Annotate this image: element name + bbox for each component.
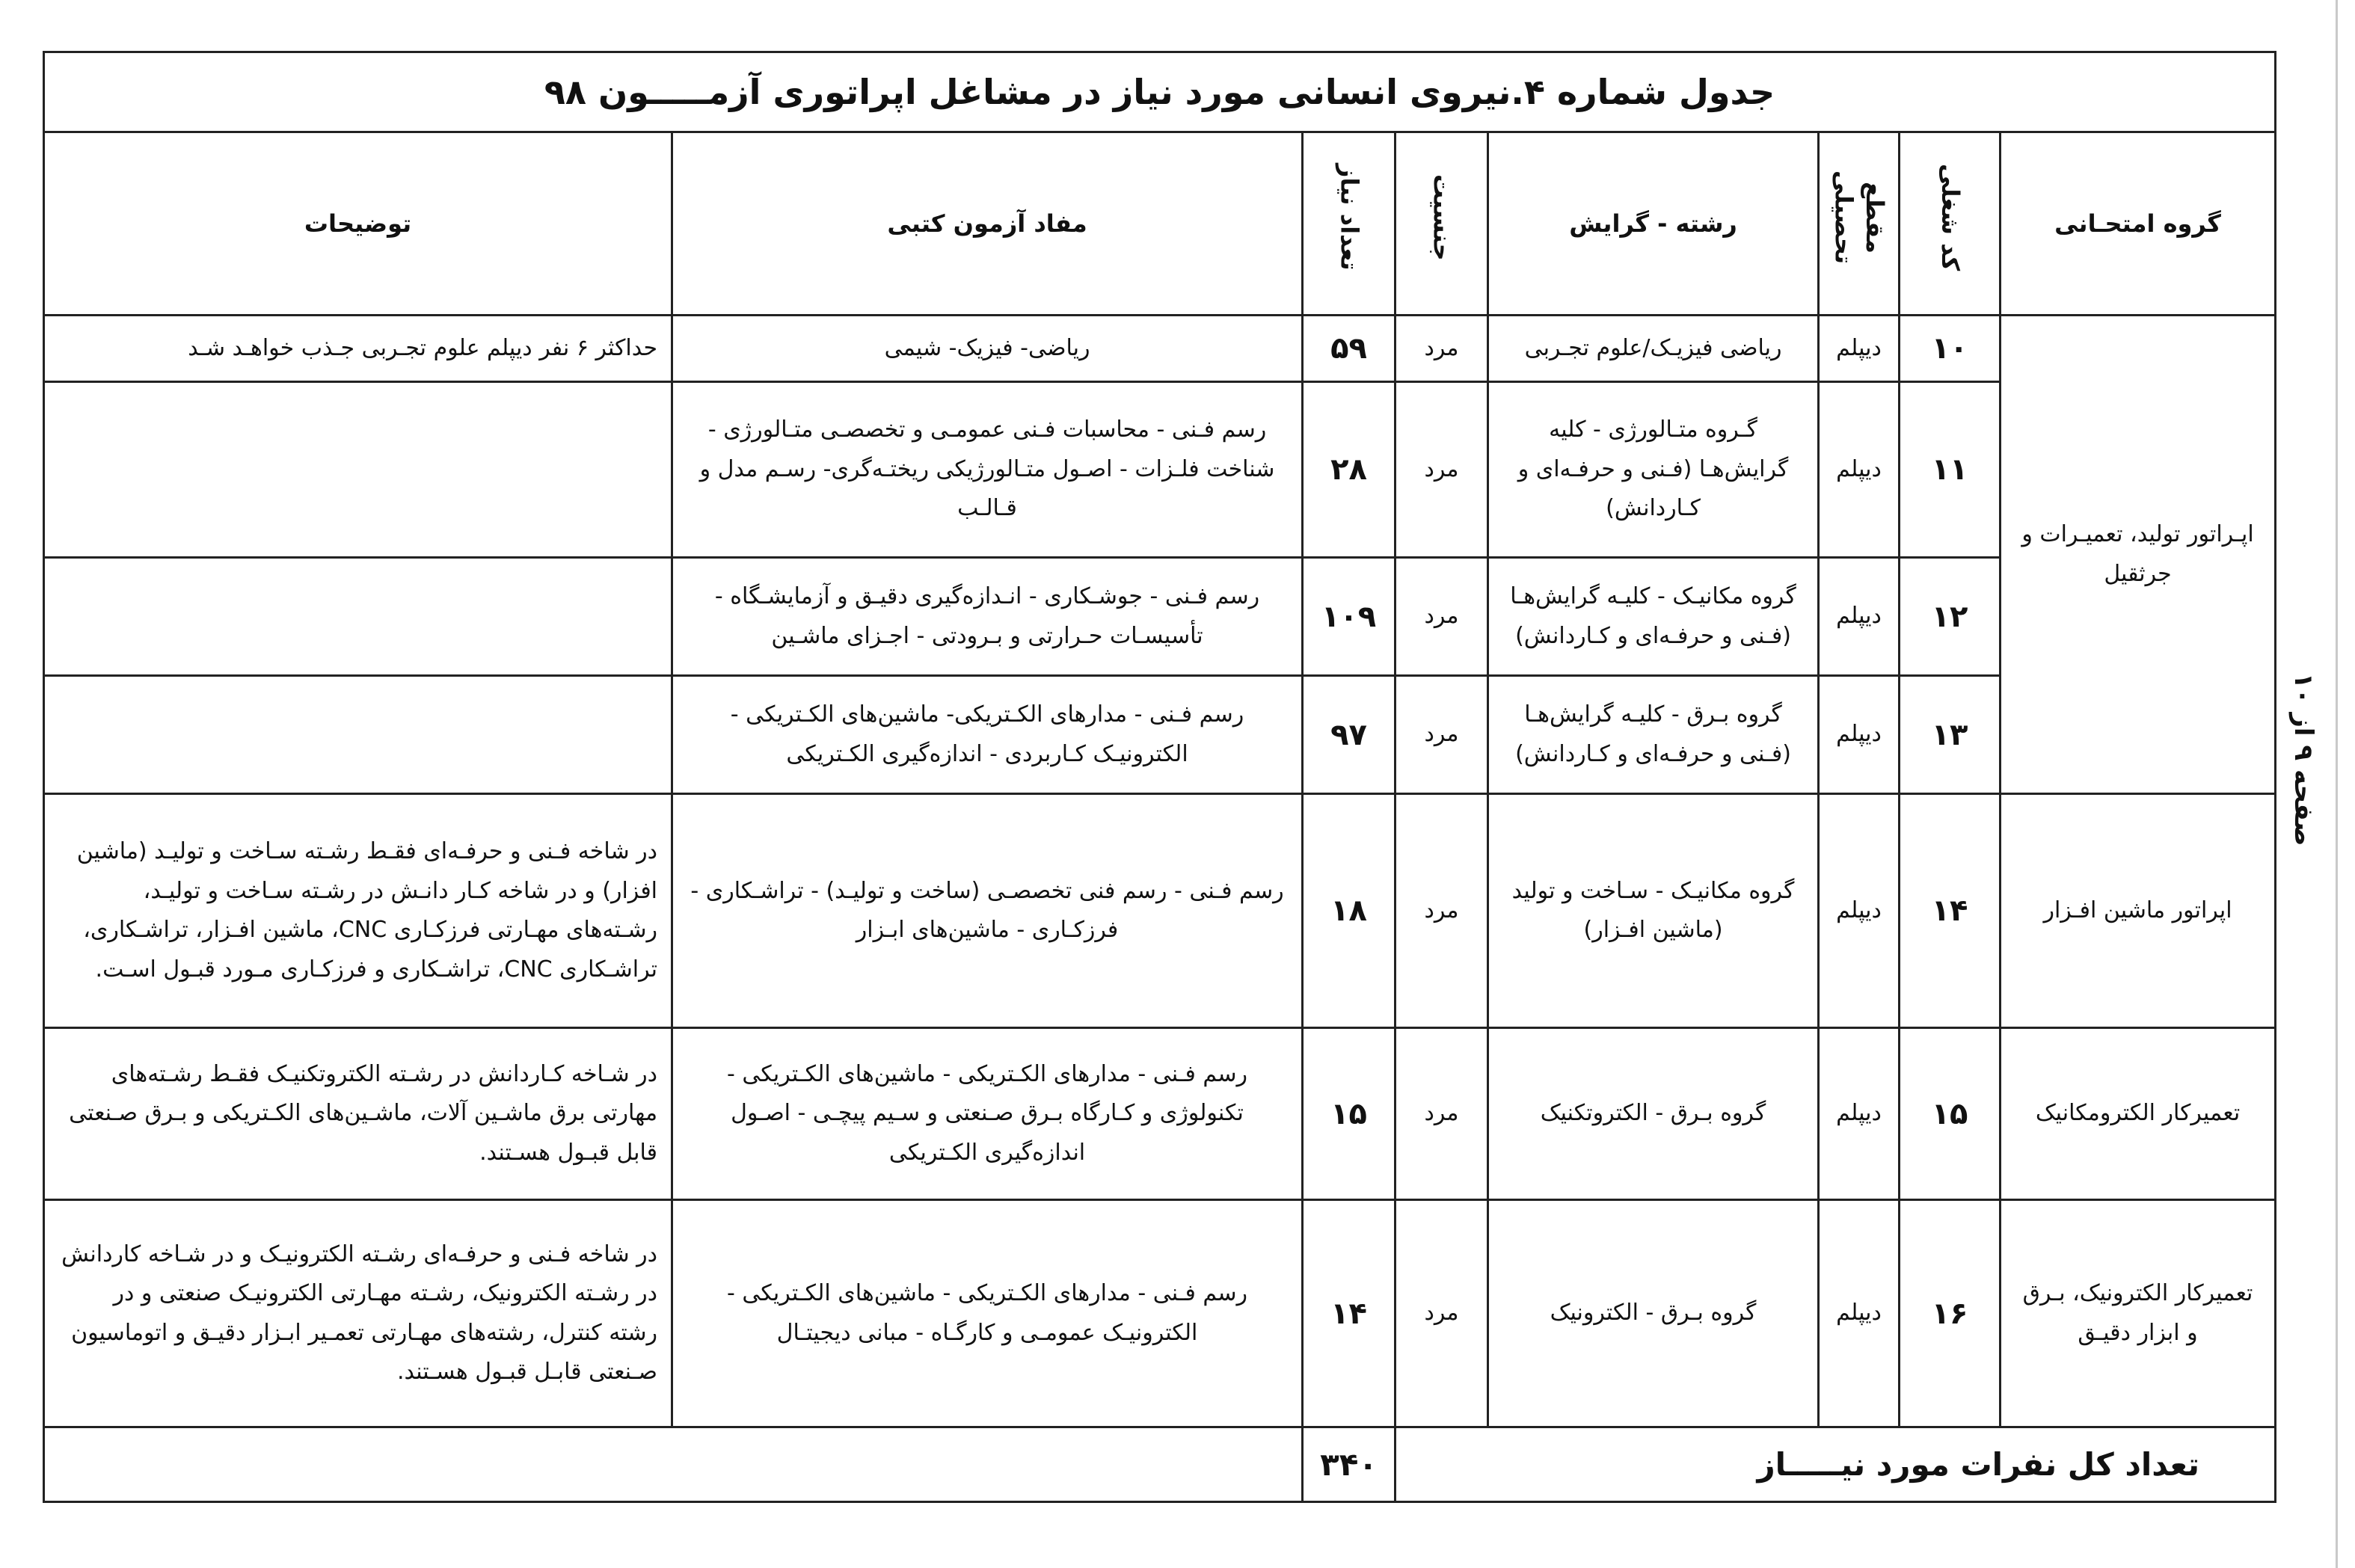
count-cell: ۱۵ xyxy=(1303,1028,1396,1200)
header-notes: توضیحات xyxy=(44,132,672,316)
code-cell: ۱۱ xyxy=(1900,382,2001,558)
field-cell: گروه بـرق - الکتروتکنیک xyxy=(1488,1028,1819,1200)
code-cell: ۱۰ xyxy=(1900,316,2001,382)
exam-cell: رسم فـنی - رسم فنی تخصصـی (ساخت و تولیـد) - تراشـکاری - فرزکـاری - ماشین‌های ابـزار xyxy=(672,794,1303,1028)
field-cell: ریاضی فیزیـک/علوم تجـربی xyxy=(1488,316,1819,382)
field-cell: گـروه متـالورژی - کلیه گرایش‌هـا (فـنی و حرفـه‌ای و کـاردانش) xyxy=(1488,382,1819,558)
total-value: ۳۴۰ xyxy=(1303,1427,1396,1502)
field-cell: گروه مکانیـک - سـاخت و تولید (ماشین افـزار) xyxy=(1488,794,1819,1028)
notes-cell xyxy=(44,558,672,676)
notes-cell: در شاخه فـنی و حرفـه‌ای رشـته الکترونیـک و در شـاخه کاردانش در رشـته الکترونیک، رشـته مهـارتی الکترونیـک صنعتی و در رشته کنترل، رشته‌های مهـارتی تعمـیر ابـزار دقیـق و اتوماسیون صـنعتی قابـل قبـول هسـتند. xyxy=(44,1200,672,1427)
table-row xyxy=(44,676,2276,794)
gender-cell: مرد xyxy=(1396,558,1488,676)
notes-cell xyxy=(44,382,672,558)
header-gender: جنسیت xyxy=(1396,132,1488,316)
exam-cell: رسم فـنی - محاسبات فـنی عمومـی و تخصصـی متـالورژی - شناخت فلـزات - اصـول متـالورژیکی ریختـه‌گری- رسـم مدل و قـالـب xyxy=(672,382,1303,558)
field-cell: گروه بـرق - الکترونیک xyxy=(1488,1200,1819,1427)
notes-cell: حداکثر ۶ نفر دیپلم علوم تجـربی جـذب خواهـد شـد xyxy=(44,316,672,382)
gender-cell: مرد xyxy=(1396,382,1488,558)
exam-cell: ریاضی- فیزیک- شیمی xyxy=(672,316,1303,382)
table-row xyxy=(44,794,2276,1028)
notes-cell: در شاخه فـنی و حرفـه‌ای فقـط رشـته سـاخت و تولیـد (ماشین افزار) و در شاخه کـار دانـش در رشـته سـاخت و تولیـد، رشـته‌های مهـارتی فرزکـاری CNC، ماشین افـزار، تراشـکاری، تراشـکاری CNC، تراشـکاری و فرزکـاری مـورد قبـول اسـت. xyxy=(44,794,672,1028)
total-empty-cell xyxy=(44,1427,1303,1502)
count-cell: ۵۹ xyxy=(1303,316,1396,382)
table-row xyxy=(44,1028,2276,1200)
header-field: رشته - گرایش xyxy=(1488,132,1819,316)
degree-cell: دیپلم xyxy=(1819,794,1900,1028)
count-cell: ۱۰۹ xyxy=(1303,558,1396,676)
gender-cell: مرد xyxy=(1396,1028,1488,1200)
code-cell: ۱۲ xyxy=(1900,558,2001,676)
document-sheet xyxy=(43,51,2274,1503)
table-title: جدول شماره ۴.نیروی انسانی مورد نیاز در مشاغل اپراتوری آزمـــــون ۹۸ xyxy=(44,52,2276,132)
header-exam: مفاد آزمون کتبی xyxy=(672,132,1303,316)
group-cell: اپـراتور تولید، تعمیـرات و جرثقیل xyxy=(2001,316,2276,794)
header-degree: مقطع تحصیلی xyxy=(1819,132,1900,316)
degree-cell: دیپلم xyxy=(1819,1028,1900,1200)
code-cell: ۱۳ xyxy=(1900,676,2001,794)
table-row xyxy=(44,1200,2276,1427)
table-row xyxy=(44,382,2276,558)
exam-cell: رسم فـنی - مدارهای الکـتریکی - ماشین‌های الکـتریکی - الکترونیـک عمومـی و کارگـاه - مبانی دیجیتـال xyxy=(672,1200,1303,1427)
code-cell: ۱۶ xyxy=(1900,1200,2001,1427)
header-row xyxy=(44,132,2276,316)
table-row xyxy=(44,558,2276,676)
total-label: تعداد کل نفرات مورد نیـــــاز xyxy=(1396,1427,2276,1502)
group-cell: تعمیرکار الکترومکانیک xyxy=(2001,1028,2276,1200)
page-number: صفحه ۹ از ۱۰ xyxy=(2288,673,2318,846)
count-cell: ۱۴ xyxy=(1303,1200,1396,1427)
count-cell: ۱۸ xyxy=(1303,794,1396,1028)
manpower-table xyxy=(43,51,2276,1503)
notes-cell: در شـاخه کـاردانش در رشـته الکتروتکنیـک فقـط رشـته‌های مهارتی برق ماشـین آلات، ماشـین‌های الکـتریکی و بـرق صـنعتی قابل قبـول هسـتند. xyxy=(44,1028,672,1200)
gender-cell: مرد xyxy=(1396,1200,1488,1427)
degree-cell: دیپلم xyxy=(1819,316,1900,382)
degree-cell: دیپلم xyxy=(1819,676,1900,794)
gender-cell: مرد xyxy=(1396,316,1488,382)
total-row xyxy=(44,1427,2276,1502)
count-cell: ۲۸ xyxy=(1303,382,1396,558)
group-cell: اپراتور ماشین افـزار xyxy=(2001,794,2276,1028)
code-cell: ۱۴ xyxy=(1900,794,2001,1028)
group-cell: تعمیرکار الکترونیک، بـرق و ابزار دقیـق xyxy=(2001,1200,2276,1427)
gender-cell: مرد xyxy=(1396,794,1488,1028)
header-count: تعداد نیاز xyxy=(1303,132,1396,316)
degree-cell: دیپلم xyxy=(1819,558,1900,676)
notes-cell xyxy=(44,676,672,794)
title-row xyxy=(44,52,2276,132)
exam-cell: رسم فـنی - مدارهای الکـتریکی- ماشین‌های الکـتریکی - الکترونیـک کـاربردی - اندازه‌گیری الکـتریکی xyxy=(672,676,1303,794)
field-cell: گروه بـرق - کلیـه گرایش‌هـا (فـنی و حرفـه‌ای و کـاردانش) xyxy=(1488,676,1819,794)
gender-cell: مرد xyxy=(1396,676,1488,794)
header-group: گروه امتحـانی xyxy=(2001,132,2276,316)
degree-cell: دیپلم xyxy=(1819,1200,1900,1427)
code-cell: ۱۵ xyxy=(1900,1028,2001,1200)
exam-cell: رسم فـنی - جوشـکاری - انـدازه‌گیری دقیـق و آزمایشـگاه - تأسیسـات حـرارتی و بـرودتی - اجـزای ماشـین xyxy=(672,558,1303,676)
header-code: کد شغلی xyxy=(1900,132,2001,316)
exam-cell: رسم فـنی - مدارهای الکـتریکی - ماشین‌های الکـتریکی - تکنولوژی و کـارگاه بـرق صـنعتی و سـیم پیچـی - اصـول اندازه‌گیری الکـتریکی xyxy=(672,1028,1303,1200)
degree-cell: دیپلم xyxy=(1819,382,1900,558)
field-cell: گروه مکانیـک - کلیـه گرایش‌هـا (فـنی و حرفـه‌ای و کـاردانش) xyxy=(1488,558,1819,676)
page-margin-line xyxy=(2336,0,2338,1568)
count-cell: ۹۷ xyxy=(1303,676,1396,794)
table-row xyxy=(44,316,2276,382)
